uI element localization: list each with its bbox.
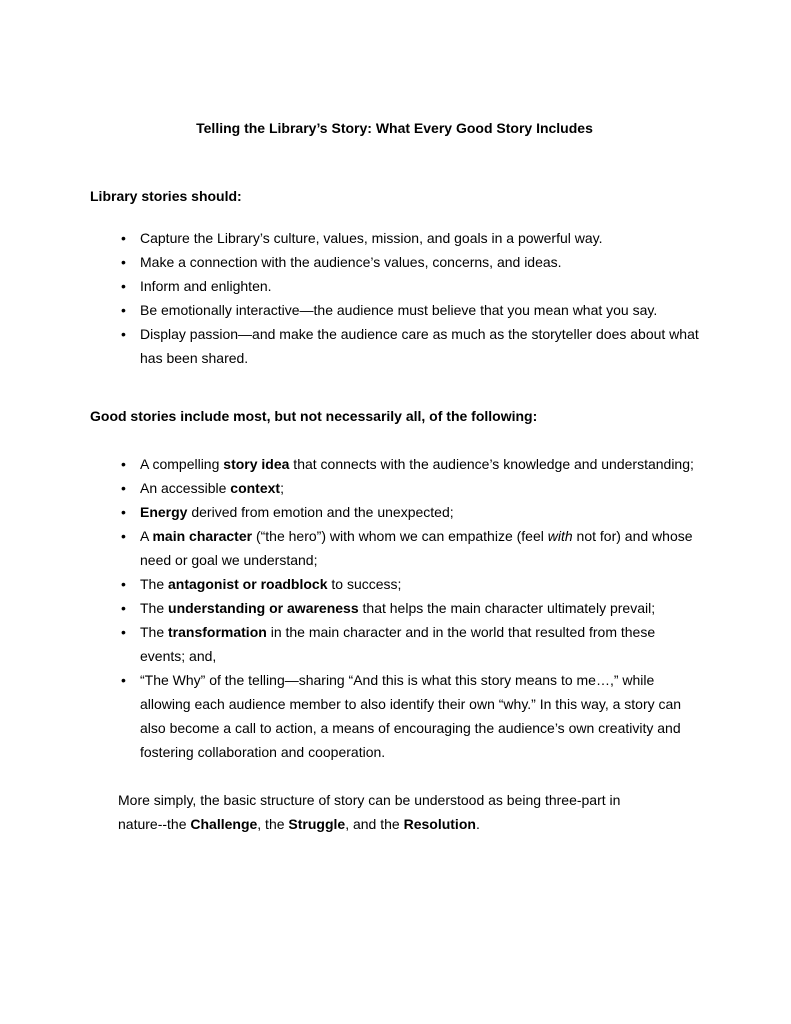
text-segment: Inform and enlighten. bbox=[140, 278, 272, 294]
text-segment: (“the hero”) with whom we can empathize (feel bbox=[252, 528, 548, 544]
text-segment: Capture the Library’s culture, values, mission, and goals in a powerful way. bbox=[140, 230, 603, 246]
bullet-list-library-stories bbox=[90, 226, 699, 370]
text-segment: antagonist or roadblock bbox=[168, 576, 328, 592]
text-segment: with bbox=[547, 528, 573, 544]
list-item bbox=[140, 668, 699, 764]
list-item bbox=[140, 476, 699, 500]
text-segment: Challenge bbox=[190, 816, 258, 832]
text-segment: , the bbox=[257, 816, 289, 832]
text-segment: Resolution bbox=[403, 816, 476, 832]
text-segment: The bbox=[140, 624, 169, 640]
text-segment: The bbox=[140, 600, 169, 616]
bullet-list-good-stories bbox=[90, 452, 699, 764]
text-segment: A compelling bbox=[140, 456, 224, 472]
text-segment: derived from emotion and the unexpected; bbox=[187, 504, 454, 520]
list-item bbox=[140, 274, 699, 298]
list-item bbox=[140, 596, 699, 620]
text-segment: A bbox=[140, 528, 153, 544]
list-item bbox=[140, 572, 699, 596]
section-heading-library-stories: Library stories should: bbox=[90, 188, 242, 204]
text-segment: An accessible bbox=[140, 480, 231, 496]
section-heading-good-stories: Good stories include most, but not necessarily all, of the following: bbox=[90, 408, 538, 424]
list-item bbox=[140, 322, 699, 370]
text-segment: to success; bbox=[327, 576, 402, 592]
text-segment: in the main character and in the world that resulted from these events; and, bbox=[140, 624, 656, 664]
text-segment: The bbox=[140, 576, 169, 592]
text-segment: not for) and whose need or goal we understand; bbox=[140, 528, 693, 568]
text-segment: Make a connection with the audience’s values, concerns, and ideas. bbox=[140, 254, 562, 270]
text-segment: . bbox=[475, 816, 480, 832]
text-segment: understanding or awareness bbox=[168, 600, 359, 616]
text-segment: More simply, the basic structure of story can be understood as being three-part in nature--the bbox=[118, 792, 621, 832]
list-item bbox=[140, 250, 699, 274]
text-segment: Struggle bbox=[288, 816, 346, 832]
text-segment: story idea bbox=[223, 456, 290, 472]
text-segment: Energy bbox=[140, 504, 188, 520]
closing-paragraph bbox=[118, 788, 659, 836]
list-item bbox=[140, 500, 699, 524]
text-segment: that connects with the audience’s knowledge and understanding; bbox=[289, 456, 694, 472]
text-segment: that helps the main character ultimately prevail; bbox=[358, 600, 656, 616]
list-item bbox=[140, 620, 699, 668]
document-title: Telling the Library’s Story: What Every Good Story Includes bbox=[196, 120, 593, 136]
text-segment: , and the bbox=[345, 816, 404, 832]
text-segment: context bbox=[230, 480, 281, 496]
list-item bbox=[140, 298, 699, 322]
list-item bbox=[140, 226, 699, 250]
text-segment: main character bbox=[152, 528, 253, 544]
text-segment: transformation bbox=[168, 624, 267, 640]
list-item bbox=[140, 452, 699, 476]
list-item bbox=[140, 524, 699, 572]
text-segment: Display passion—and make the audience care as much as the storyteller does about what has been shared. bbox=[140, 326, 699, 366]
text-segment: Be emotionally interactive—the audience must believe that you mean what you say. bbox=[140, 302, 658, 318]
text-segment: “The Why” of the telling—sharing “And this is what this story means to me…,” while allowing each audience member to also identify their own “why.” In this way, a story can also become a call to action, a means of encouraging the audience’s own creativity and fostering collaboration and cooperation. bbox=[140, 672, 682, 760]
text-segment: ; bbox=[280, 480, 284, 496]
